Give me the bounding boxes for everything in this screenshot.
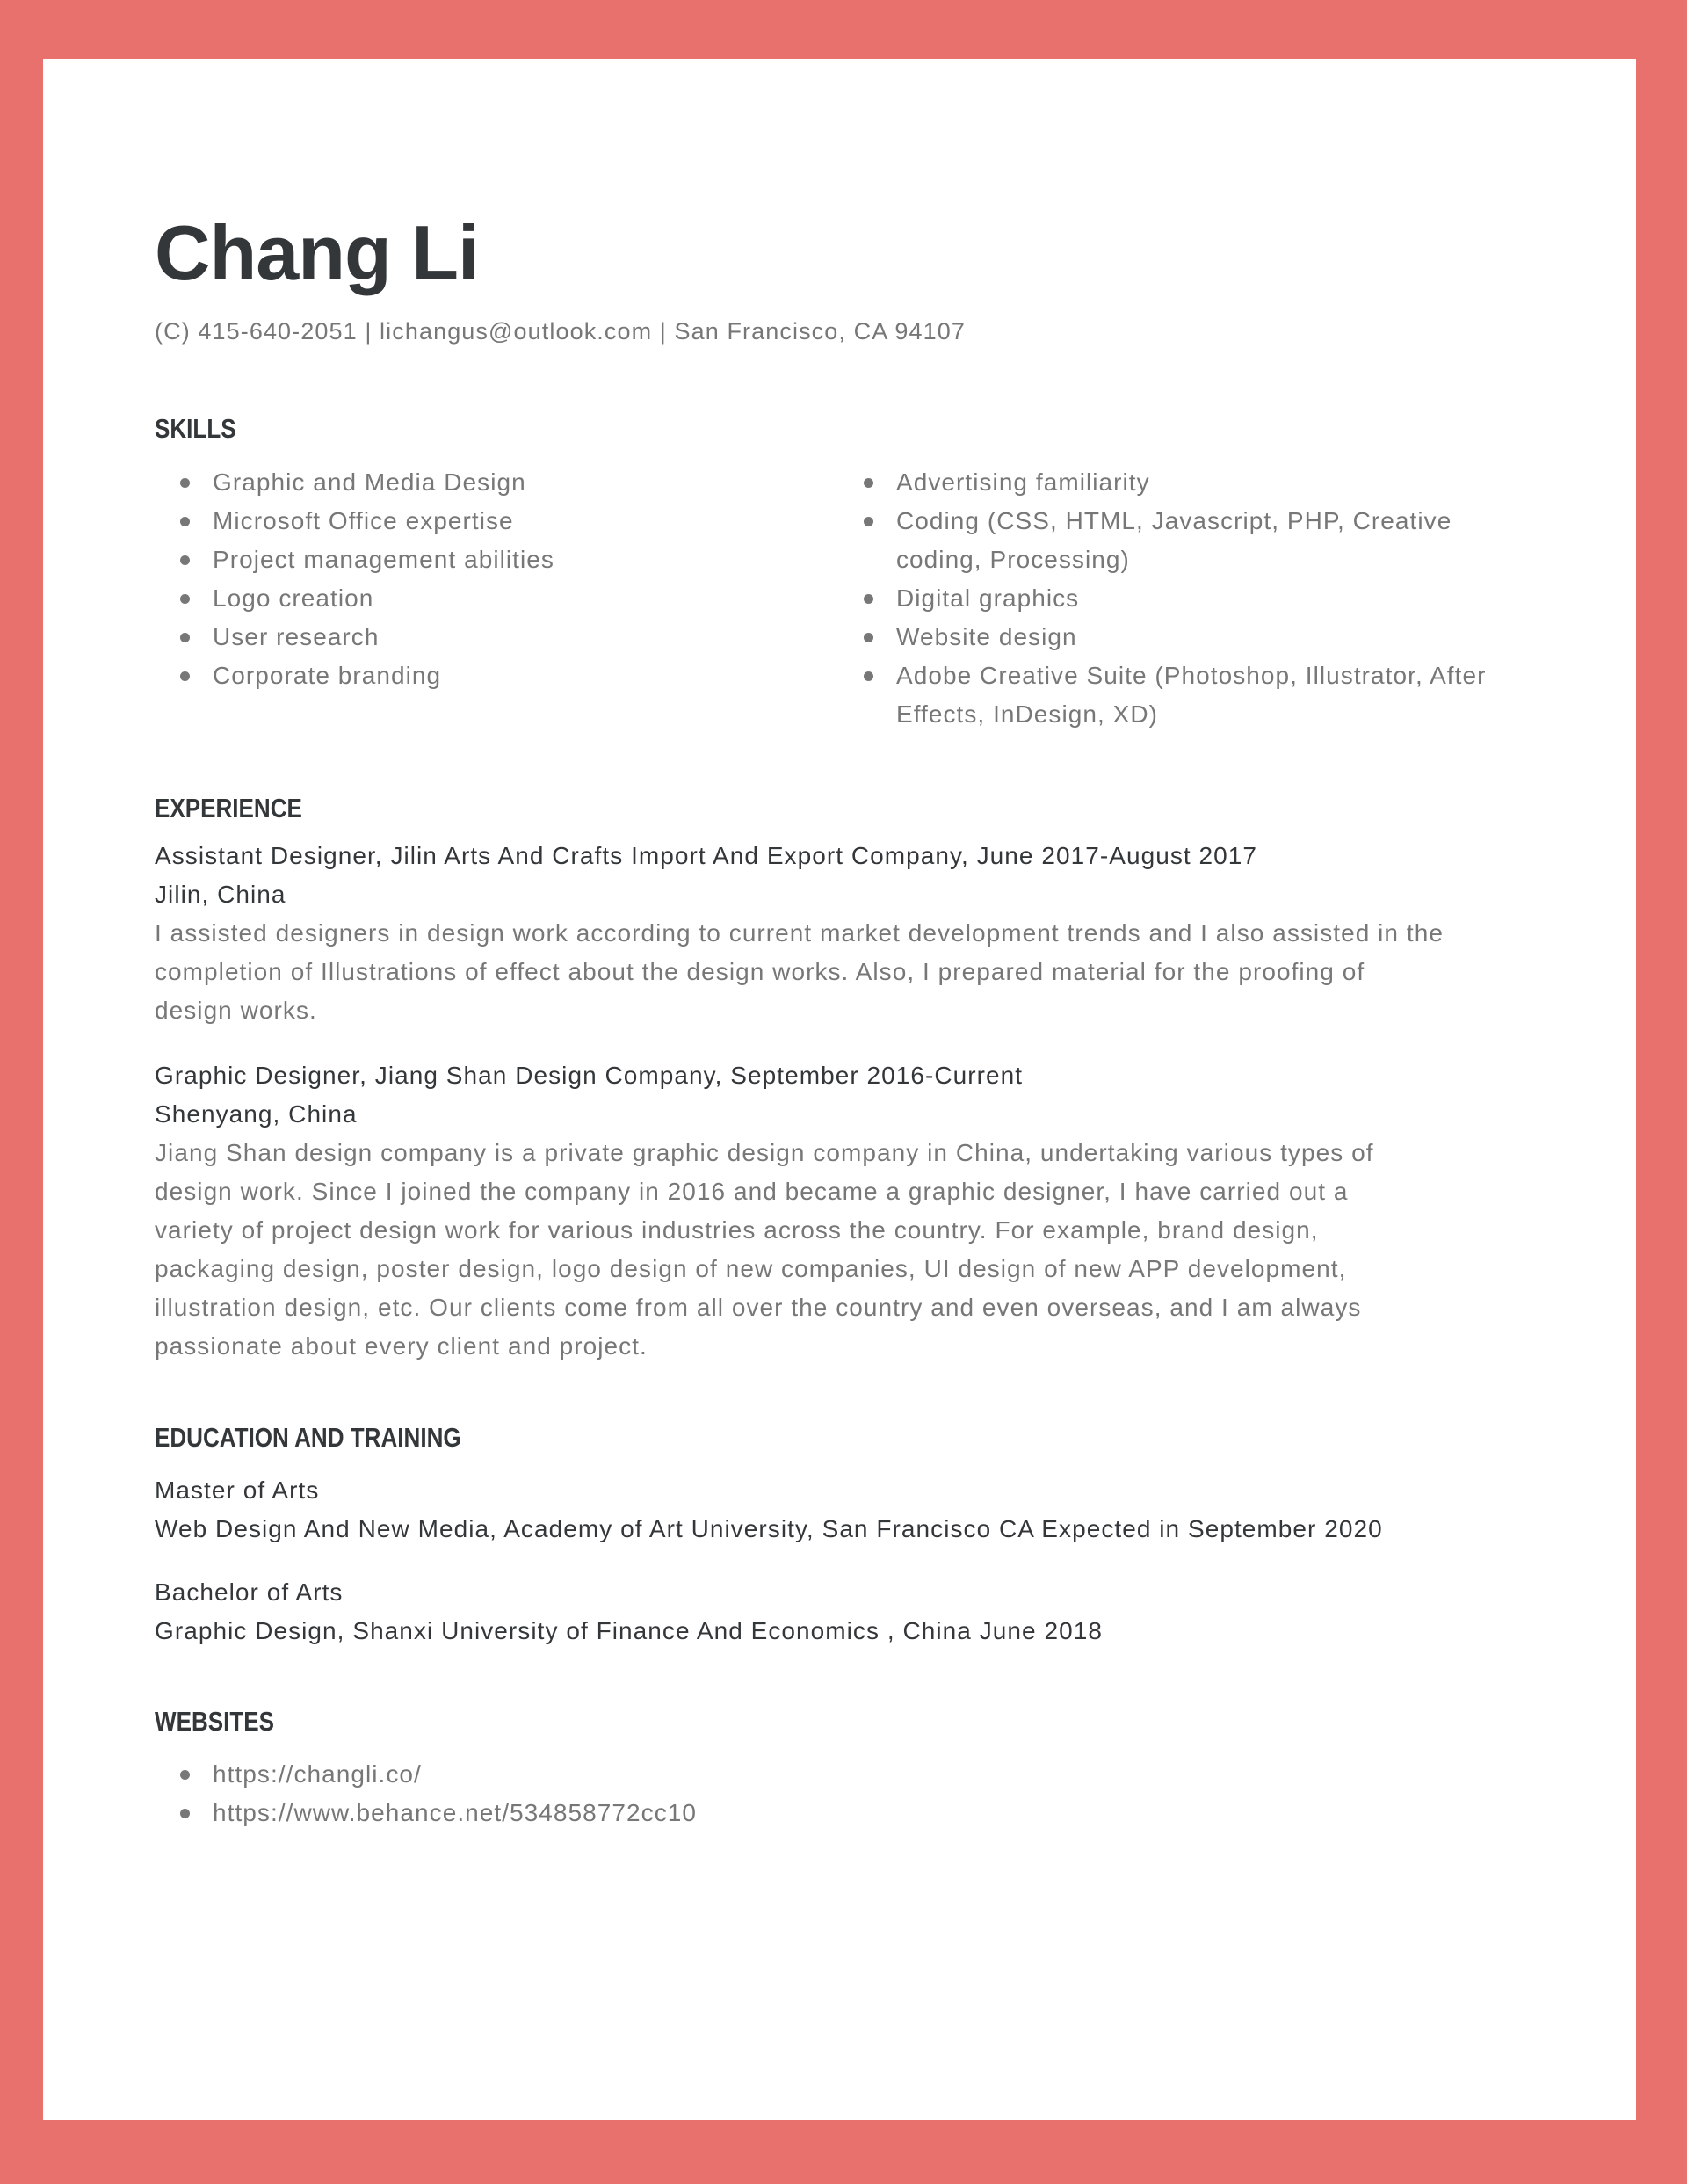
skill-text: Corporate branding [213,662,442,689]
job-title: Graphic Designer, Jiang Shan Design Company, September 2016-Current [155,1062,1024,1089]
education-heading: EDUCATION AND TRAINING [155,1422,461,1453]
job-description-line: design works. [155,997,317,1024]
job-description-line: I assisted designers in design work according to current market development trends and I also assisted in the [155,919,1444,947]
experience-heading: EXPERIENCE [155,793,302,824]
skill-item [213,541,554,579]
websites-heading: WEBSITES [155,1706,275,1737]
bullet-icon [180,671,190,681]
skill-text: Microsoft Office expertise [213,507,514,534]
skill-item [213,618,554,657]
job-description-line: passionate about every client and project. [155,1332,648,1360]
website-item[interactable] [213,1794,697,1832]
skill-text: Graphic and Media Design [213,468,526,496]
websites-list [213,1755,697,1832]
skill-text: Digital graphics [896,584,1080,612]
skills-list-left [213,463,554,695]
bullet-icon [864,633,873,642]
skill-item [213,463,554,502]
degree: Bachelor of Arts [155,1578,344,1606]
skill-text: Coding (CSS, HTML, Javascript, PHP, Creative [896,507,1452,534]
bullet-icon [180,1809,190,1818]
skill-item [213,657,554,695]
job-entry [155,837,1444,1030]
skill-item [896,579,1486,618]
job-description-line: design work. Since I joined the company in 2016 and became a graphic designer, I have carried out a [155,1178,1349,1205]
skill-text: Adobe Creative Suite (Photoshop, Illustrator, After [896,662,1487,689]
bullet-icon [180,633,190,642]
candidate-name: Chang Li [155,209,479,296]
job-description-line: packaging design, poster design, logo design of new companies, UI design of new APP development, [155,1255,1347,1282]
job-entry [155,1056,1374,1366]
skill-item [896,657,1486,734]
degree-details: Graphic Design, Shanxi University of Finance And Economics , China June 2018 [155,1617,1103,1644]
skills-list-right [896,463,1486,734]
bullet-icon [180,1770,190,1780]
website-link[interactable]: https://www.behance.net/534858772cc10 [213,1799,697,1826]
skill-text: Project management abilities [213,546,554,573]
job-description-line: illustration design, etc. Our clients come from all over the country and even overseas, and I am always [155,1294,1362,1321]
job-location: Jilin, China [155,881,286,908]
job-description-line: completion of Illustrations of effect about the design works. Also, I prepared material for the proofing of [155,958,1365,985]
education-entry [155,1471,1383,1549]
bullet-icon [864,671,873,681]
skill-text-continued: Effects, InDesign, XD) [896,700,1159,728]
resume-page [43,59,1636,2120]
degree: Master of Arts [155,1477,320,1504]
skill-text: Advertising familiarity [896,468,1150,496]
bullet-icon [864,594,873,604]
degree-details: Web Design And New Media, Academy of Art University, San Francisco CA Expected in September 2020 [155,1515,1383,1542]
skill-item [213,502,554,541]
skill-text: Website design [896,623,1077,650]
bullet-icon [180,517,190,526]
skills-heading: SKILLS [155,413,236,444]
skill-item [213,579,554,618]
skill-text: User research [213,623,380,650]
job-description-line: variety of project design work for various industries across the country. For example, brand design, [155,1216,1319,1244]
skill-item [896,502,1486,579]
bullet-icon [864,517,873,526]
bullet-icon [180,555,190,565]
contact-info: (C) 415-640-2051 | lichangus@outlook.com | San Francisco, CA 94107 [155,318,966,345]
website-link[interactable]: https://changli.co/ [213,1760,422,1788]
job-location: Shenyang, China [155,1100,358,1128]
bullet-icon [180,594,190,604]
skill-item [896,463,1486,502]
website-item[interactable] [213,1755,697,1794]
job-title: Assistant Designer, Jilin Arts And Crafts Import And Export Company, June 2017-August 2017 [155,842,1258,869]
job-description-line: Jiang Shan design company is a private graphic design company in China, undertaking various types of [155,1139,1374,1166]
education-entry [155,1573,1103,1651]
bullet-icon [180,478,190,488]
skill-text: Logo creation [213,584,374,612]
skill-text-continued: coding, Processing) [896,546,1130,573]
skill-item [896,618,1486,657]
bullet-icon [864,478,873,488]
